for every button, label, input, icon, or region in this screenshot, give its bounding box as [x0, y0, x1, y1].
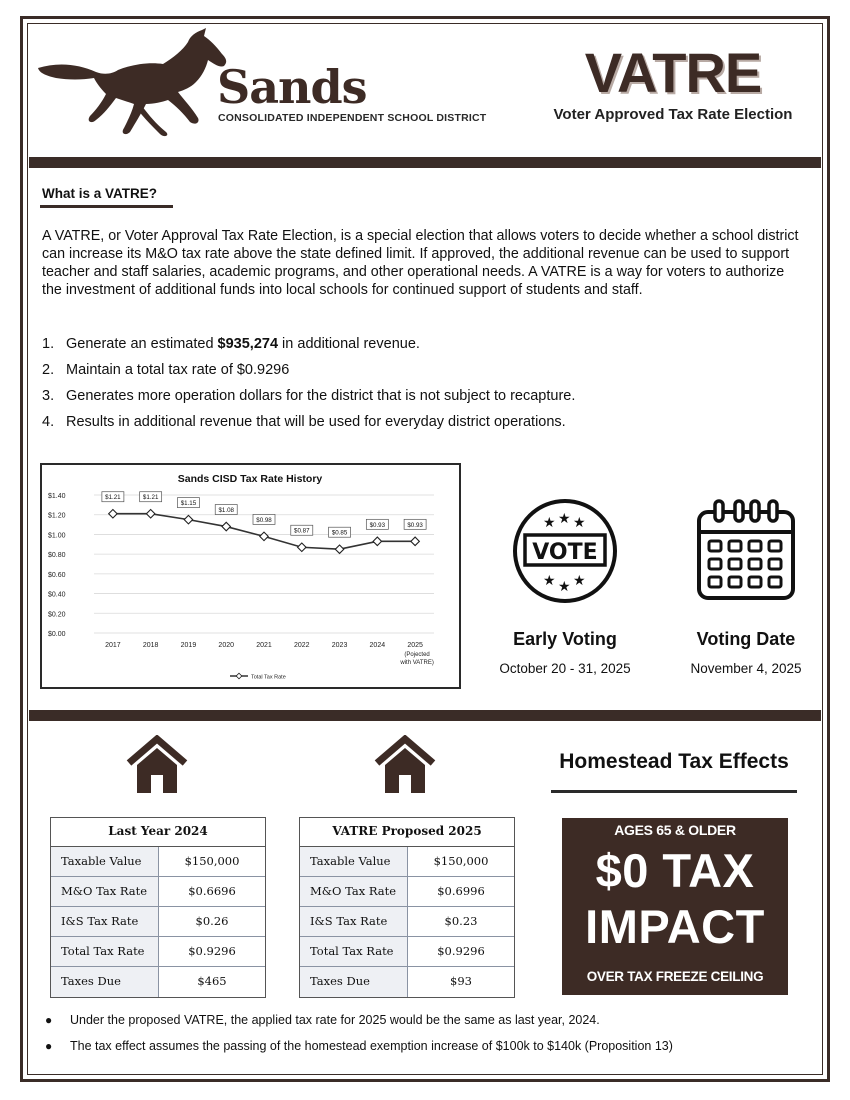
table-header: VATRE Proposed 2025 [300, 818, 514, 847]
x-tick-label: 2022 [293, 642, 310, 649]
data-label: $0.93 [407, 521, 423, 529]
data-point [146, 509, 154, 517]
svg-text:VOTE: VOTE [532, 540, 598, 565]
voting-date: November 4, 2025 [690, 661, 802, 676]
data-point [335, 545, 343, 553]
list-item: 2. Maintain a total tax rate of $0.9296 [42, 362, 290, 378]
x-tick-note: (Pojected [404, 652, 430, 658]
table-row: Total Tax Rate $0.9296 [51, 937, 265, 967]
data-label: $1.08 [218, 507, 234, 515]
homestead-underline [551, 790, 797, 793]
data-point [184, 515, 192, 523]
table-header: Last Year 2024 [51, 818, 265, 847]
benefits-list [42, 334, 802, 438]
svg-text:★: ★ [558, 511, 571, 527]
data-label: $1.15 [180, 500, 197, 508]
data-label: $1.21 [142, 494, 159, 502]
x-tick-label: 2023 [331, 642, 348, 649]
data-point [298, 543, 306, 551]
x-tick-label: 2018 [142, 642, 159, 649]
y-tick-label: $0.80 [48, 552, 66, 560]
divider-band-top [29, 157, 821, 168]
data-point [260, 532, 268, 540]
data-point [411, 537, 419, 545]
list-item: 1. Generate an estimated $935,274 in additional revenue. [42, 336, 420, 352]
house-icon [373, 735, 437, 795]
table-row: I&S Tax Rate $0.26 [51, 907, 265, 937]
table-row: Taxable Value $150,000 [300, 847, 514, 877]
table-vatre-proposed [299, 817, 515, 998]
list-item: 4. Results in additional revenue that will be used for everyday district operations. [42, 414, 566, 430]
data-label: $0.87 [294, 527, 310, 535]
house-icon [125, 735, 189, 795]
x-tick-label: 2024 [369, 642, 386, 649]
impact-ceiling-label: OVER TAX FREEZE CEILING [586, 969, 764, 984]
x-tick-label: 2021 [256, 642, 272, 649]
what-paragraph: A VATRE, or Voter Approval Tax Rate Election, is a special election that allows voters to decide whether a school district can increase its M&O tax rate above the state defined limit. If approved, the additional revenue can be used to support teacher and staff salaries, academic programs, and other operational needs. A VATRE is a way for voters to authorize the investment of additional funds into local schools for continued support of students and staff. [42, 228, 799, 298]
data-point [222, 522, 230, 530]
table-row: Taxes Due $465 [51, 967, 265, 997]
voting-date-label: Voting Date [696, 629, 796, 649]
data-label: $0.93 [369, 521, 386, 529]
impact-headline-line2: IMPACT [585, 900, 765, 953]
logo-wordmark: Sands [217, 60, 367, 114]
x-tick-label: 2019 [180, 642, 197, 649]
page-title: VATRE [584, 41, 762, 104]
impact-headline-line1: $0 TAX [595, 844, 755, 897]
tax-impact-box [562, 818, 788, 995]
table-last-year [50, 817, 266, 998]
table-row: Total Tax Rate $0.9296 [300, 937, 514, 967]
table-row: Taxes Due $93 [300, 967, 514, 997]
x-tick-label: 2017 [105, 642, 121, 649]
chart-title: Sands CISD Tax Rate History [177, 473, 323, 485]
x-tick-note: with VATRE) [400, 660, 434, 666]
list-item: 3. Generates more operation dollars for the district that is not subject to recapture. [42, 388, 576, 404]
y-tick-label: $0.20 [48, 611, 66, 619]
y-tick-label: $1.00 [48, 532, 66, 540]
data-label: $0.98 [256, 516, 272, 524]
data-label: $0.85 [331, 529, 348, 537]
data-label: $1.21 [105, 494, 121, 502]
chart-svg [42, 465, 458, 686]
page-subtitle: Voter Approved Tax Rate Election [553, 106, 793, 123]
svg-text:★: ★ [573, 573, 586, 589]
list-item: ● The tax effect assumes the passing of the homestead exemption increase of $100k to $140k (Proposition 13) [45, 1037, 815, 1063]
early-voting-dates: October 20 - 31, 2025 [499, 661, 631, 676]
list-item: ● Under the proposed VATRE, the applied tax rate for 2025 would be the same as last year, 2024. [45, 1011, 815, 1037]
data-point [109, 509, 117, 517]
svg-text:★: ★ [558, 579, 571, 595]
legend-marker [236, 673, 242, 679]
svg-text:★: ★ [543, 573, 556, 589]
y-tick-label: $0.60 [48, 571, 66, 579]
impact-age-label: AGES 65 & OLDER [614, 822, 736, 838]
table-row: Taxable Value $150,000 [51, 847, 265, 877]
svg-text:★: ★ [543, 515, 556, 531]
x-tick-label: 2020 [218, 642, 235, 649]
section-heading-what: What is a VATRE? [42, 186, 158, 201]
y-tick-label: $1.40 [48, 493, 66, 500]
divider-band-middle [29, 710, 821, 721]
y-tick-label: $1.20 [48, 512, 66, 520]
logo-subtitle: CONSOLIDATED INDEPENDENT SCHOOL DISTRICT [218, 112, 487, 124]
svg-text:★: ★ [573, 515, 586, 531]
early-voting-label: Early Voting [513, 629, 617, 649]
table-row: I&S Tax Rate $0.23 [300, 907, 514, 937]
vote-stamp-icon [511, 497, 619, 605]
y-tick-label: $0.40 [48, 591, 66, 599]
horse-logo-icon [38, 28, 233, 138]
calendar-icon [695, 498, 797, 602]
data-point [373, 537, 381, 545]
legend-label: Total Tax Rate [251, 674, 286, 681]
bullet-icon: ● [45, 1039, 53, 1053]
homestead-title: Homestead Tax Effects [559, 750, 789, 773]
y-tick-label: $0.00 [48, 631, 66, 638]
heading-underline [40, 205, 173, 208]
tax-rate-chart [40, 463, 461, 689]
table-row: M&O Tax Rate $0.6696 [51, 877, 265, 907]
x-tick-label: 2025 [407, 642, 423, 649]
bullet-icon: ● [45, 1013, 53, 1027]
table-row: M&O Tax Rate $0.6996 [300, 877, 514, 907]
footnotes-list [45, 1011, 815, 1063]
